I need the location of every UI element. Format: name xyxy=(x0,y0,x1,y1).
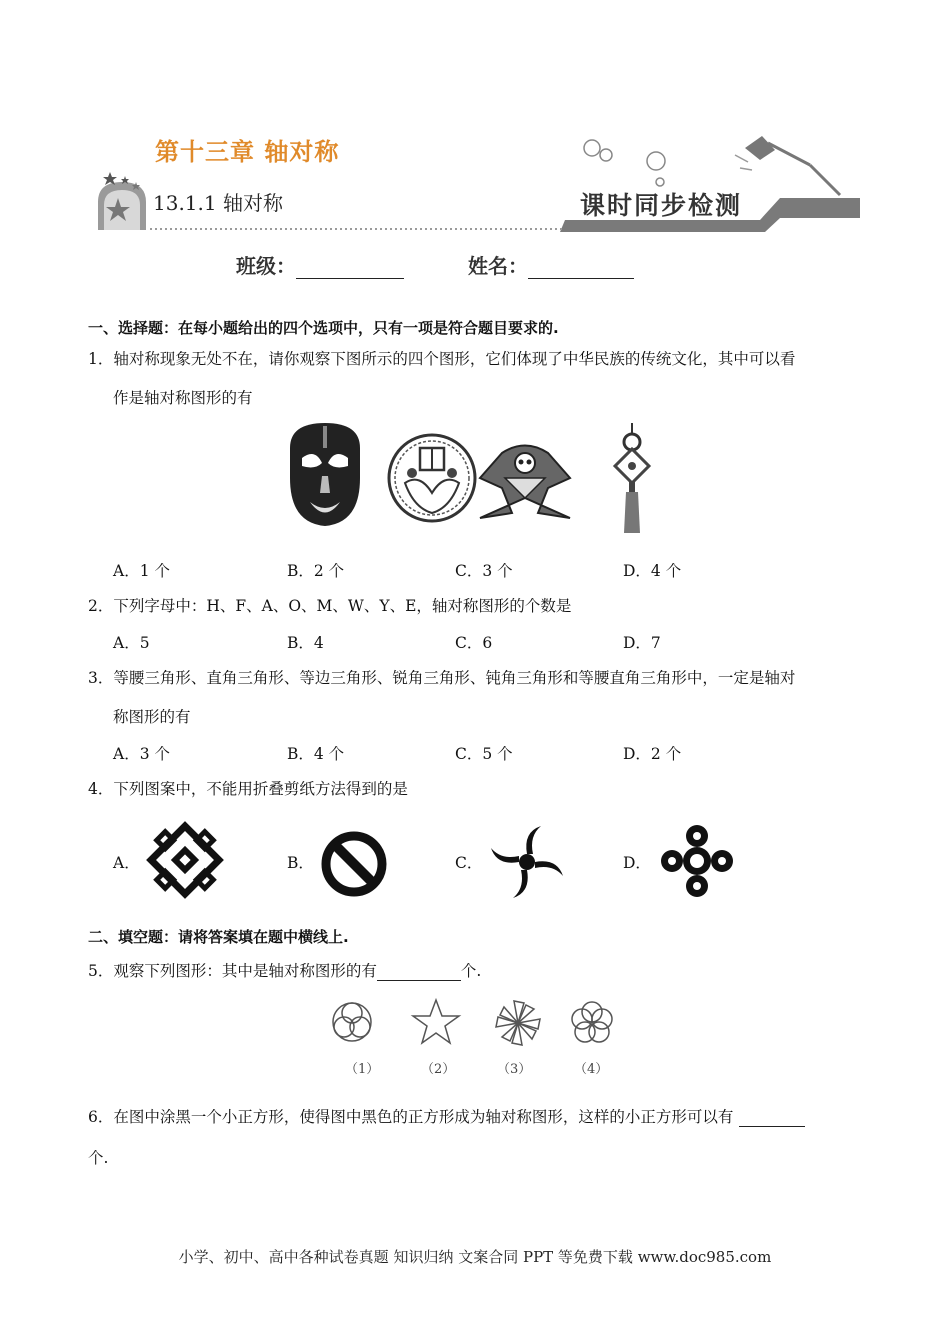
q5-caption-3: （3） xyxy=(497,1062,532,1077)
q5-caption-4: （4） xyxy=(574,1062,609,1077)
q4-figure-b xyxy=(318,828,390,904)
chinese-knot-figure xyxy=(615,423,649,533)
header-banner xyxy=(0,110,950,240)
q2-option-a[interactable]: A．5 xyxy=(113,634,150,652)
q5-text xyxy=(88,961,481,981)
q4-option-b[interactable]: B． xyxy=(287,854,314,872)
sync-test-tag: 课时同步检测 xyxy=(580,191,743,220)
q5-caption-2: （2） xyxy=(421,1062,456,1077)
q4-figure-a xyxy=(145,818,225,907)
q4-figure-d xyxy=(658,822,736,904)
q3-line1: 3．等腰三角形、直角三角形、等边三角形、锐角三角形、钝角三角形和等腰直角三角形中，一定是轴对 xyxy=(88,669,796,687)
q1-option-c[interactable]: C．3 个 xyxy=(455,562,513,580)
q5-answer-blank[interactable] xyxy=(377,962,461,981)
q1-figures xyxy=(280,418,680,538)
name-label: 姓名： xyxy=(468,254,528,278)
q2-option-b[interactable]: B．4 xyxy=(287,634,324,652)
class-label: 班级： xyxy=(236,254,296,278)
q1-option-b[interactable]: B．2 个 xyxy=(287,562,345,580)
q2-text: 2．下列字母中：H、F、A、O、M、W、Y、E，轴对称图形的个数是 xyxy=(88,597,572,615)
class-input[interactable] xyxy=(296,258,404,279)
q5-text-before: 5．观察下列图形：其中是轴对称图形的有 xyxy=(88,962,377,980)
q6-line1: 6．在图中涂黑一个小正方形，使得图中黑色的正方形成为轴对称图形，这样的小正方形可以有 xyxy=(88,1108,734,1126)
q1-line2: 作是轴对称图形的有 xyxy=(113,389,253,407)
section-1-title: 一、选择题：在每小题给出的四个选项中，只有一项是符合题目要求的. xyxy=(88,319,559,337)
q3-option-d[interactable]: D．2 个 xyxy=(623,745,682,763)
q4-text: 4．下列图案中，不能用折叠剪纸方法得到的是 xyxy=(88,780,408,798)
chapter-title: 第十三章 轴对称 xyxy=(155,138,340,166)
name-input[interactable] xyxy=(528,258,634,279)
q4-figure-c xyxy=(487,822,567,906)
q6-answer-blank[interactable] xyxy=(739,1108,805,1127)
q2-option-d[interactable]: D．7 xyxy=(623,634,661,652)
name-field xyxy=(468,250,634,279)
q5-figures xyxy=(330,996,630,1058)
q4-option-c[interactable]: C． xyxy=(455,854,483,872)
q4-option-d[interactable]: D． xyxy=(623,854,651,872)
q5-caption-1: （1） xyxy=(345,1062,380,1077)
q3-line2: 称图形的有 xyxy=(113,708,191,726)
section-title: 13.1.1 轴对称 xyxy=(153,191,283,215)
q5-text-after: 个. xyxy=(460,962,482,980)
q3-option-c[interactable]: C．5 个 xyxy=(455,745,513,763)
q2-option-c[interactable]: C．6 xyxy=(455,634,493,652)
q4-option-a[interactable]: A． xyxy=(113,854,140,872)
paper-cut-figure xyxy=(389,435,475,521)
footer-text: 小学、初中、高中各种试卷真题 知识归纳 文案合同 PPT 等免费下载 www.doc985.com xyxy=(178,1248,772,1266)
q3-option-a[interactable]: A．3 个 xyxy=(113,745,170,763)
q1-option-d[interactable]: D．4 个 xyxy=(623,562,682,580)
q3-option-b[interactable]: B．4 个 xyxy=(287,745,345,763)
q1-option-a[interactable]: A．1 个 xyxy=(113,562,170,580)
q6-line2: 个. xyxy=(88,1149,109,1167)
kite-figure xyxy=(480,446,570,519)
class-field xyxy=(236,250,404,279)
banner-graphic xyxy=(0,110,950,240)
opera-mask-figure xyxy=(290,423,360,526)
section-2-title: 二、填空题：请将答案填在题中横线上. xyxy=(88,928,349,946)
q1-line1: 1．轴对称现象无处不在，请你观察下图所示的四个图形，它们体现了中华民族的传统文化，其中可以看 xyxy=(88,350,796,368)
q6-line1-wrap xyxy=(88,1107,805,1127)
